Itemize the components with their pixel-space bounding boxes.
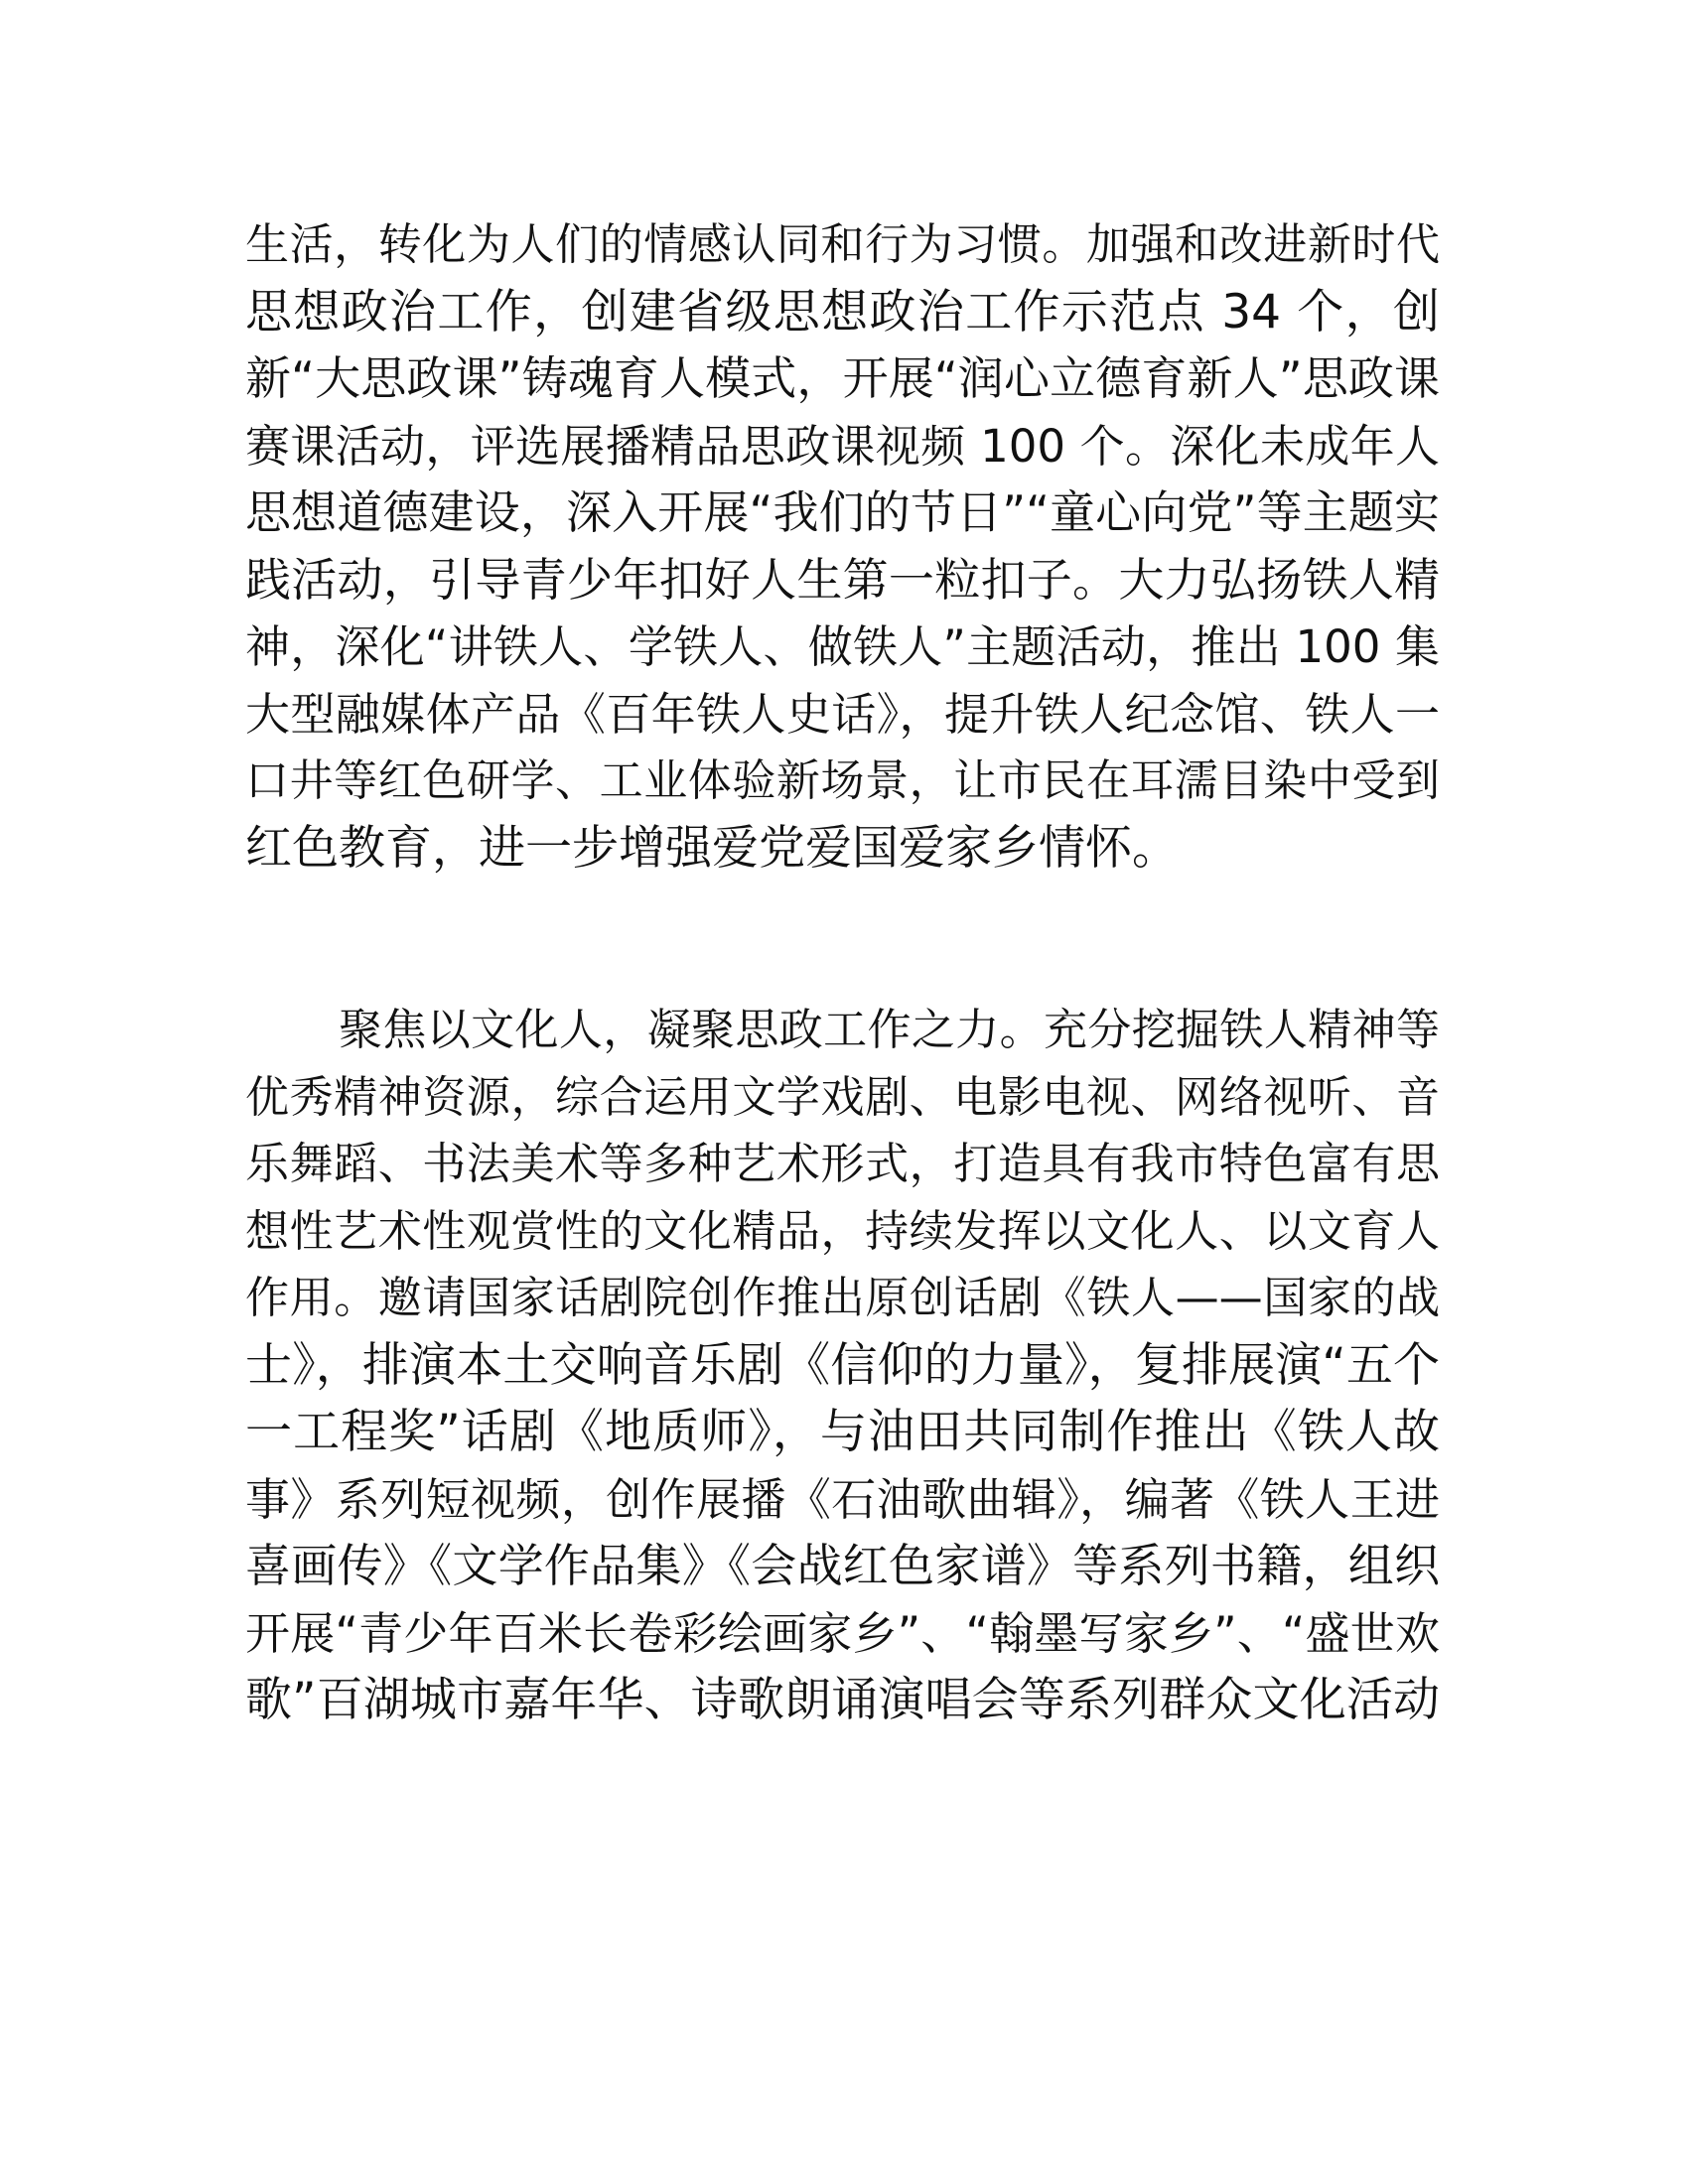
text-line: 红色教育，进一步增强爱党爱国爱家乡情怀。 (245, 820, 1179, 876)
paragraph-culture-education (245, 997, 1440, 1734)
text-line: 神，深化“讲铁人、学铁人、做铁人”主题活动，推出 100 集 (245, 620, 1440, 673)
text-line: 士》，排演本土交响音乐剧《信仰的力量》，复排展演“五个 (245, 1337, 1440, 1393)
text-line: 开展“青少年百米长卷彩绘画家乡”、“翰墨写家乡”、“盛世欢 (245, 1606, 1440, 1660)
text-line: 践活动，引导青少年扣好人生第一粒扣子。大力弘扬铁人精 (245, 552, 1440, 607)
text-line: 大型融媒体产品《百年铁人史话》，提升铁人纪念馆、铁人一 (245, 687, 1440, 741)
text-line: 赛课活动，评选展播精品思政课视频 100 个。深化未成年人 (245, 419, 1440, 473)
text-line: 一工程奖”话剧《地质师》，与油田共同制作推出《铁人故 (245, 1405, 1440, 1459)
text-line: 聚焦以文化人，凝聚思政工作之力。充分挖掘铁人精神等 (339, 1005, 1440, 1055)
text-line: 作用。邀请国家话剧院创作推出原创话剧《铁人——国家的战 (245, 1273, 1440, 1323)
text-line: 事》系列短视频，创作展播《石油歌曲辑》，编著《铁人王进 (245, 1472, 1440, 1526)
text-line: 口井等红色研学、工业体验新场景，让市民在耳濡目染中受到 (245, 755, 1440, 806)
text-line: 新“大思政课”铸魂育人模式，开展“润心立德育新人”思政课 (245, 351, 1440, 405)
text-line: 想性艺术性观赏性的文化精品，持续发挥以文化人、以文育人 (245, 1205, 1440, 1257)
paragraph-ideological-work (245, 211, 1440, 882)
text-line: 思想道德建设，深入开展“我们的节日”“童心向党”等主题实 (245, 485, 1440, 539)
text-line: 乐舞蹈、书法美术等多种艺术形式，打造具有我市特色富有思 (245, 1139, 1440, 1189)
text-line: 生活，转化为人们的情感认同和行为习惯。加强和改进新时代 (245, 219, 1440, 270)
text-line: 思想政治工作，创建省级思想政治工作示范点 34 个，创 (245, 284, 1440, 340)
text-line: 优秀精神资源，综合运用文学戏剧、电影电视、网络视听、音 (245, 1071, 1440, 1123)
text-line: 喜画传》《文学作品集》《会战红色家谱》等系列书籍，组织 (245, 1539, 1440, 1592)
text-line: 歌”百湖城市嘉年华、诗歌朗诵演唱会等系列群众文化活动 (245, 1673, 1440, 1727)
